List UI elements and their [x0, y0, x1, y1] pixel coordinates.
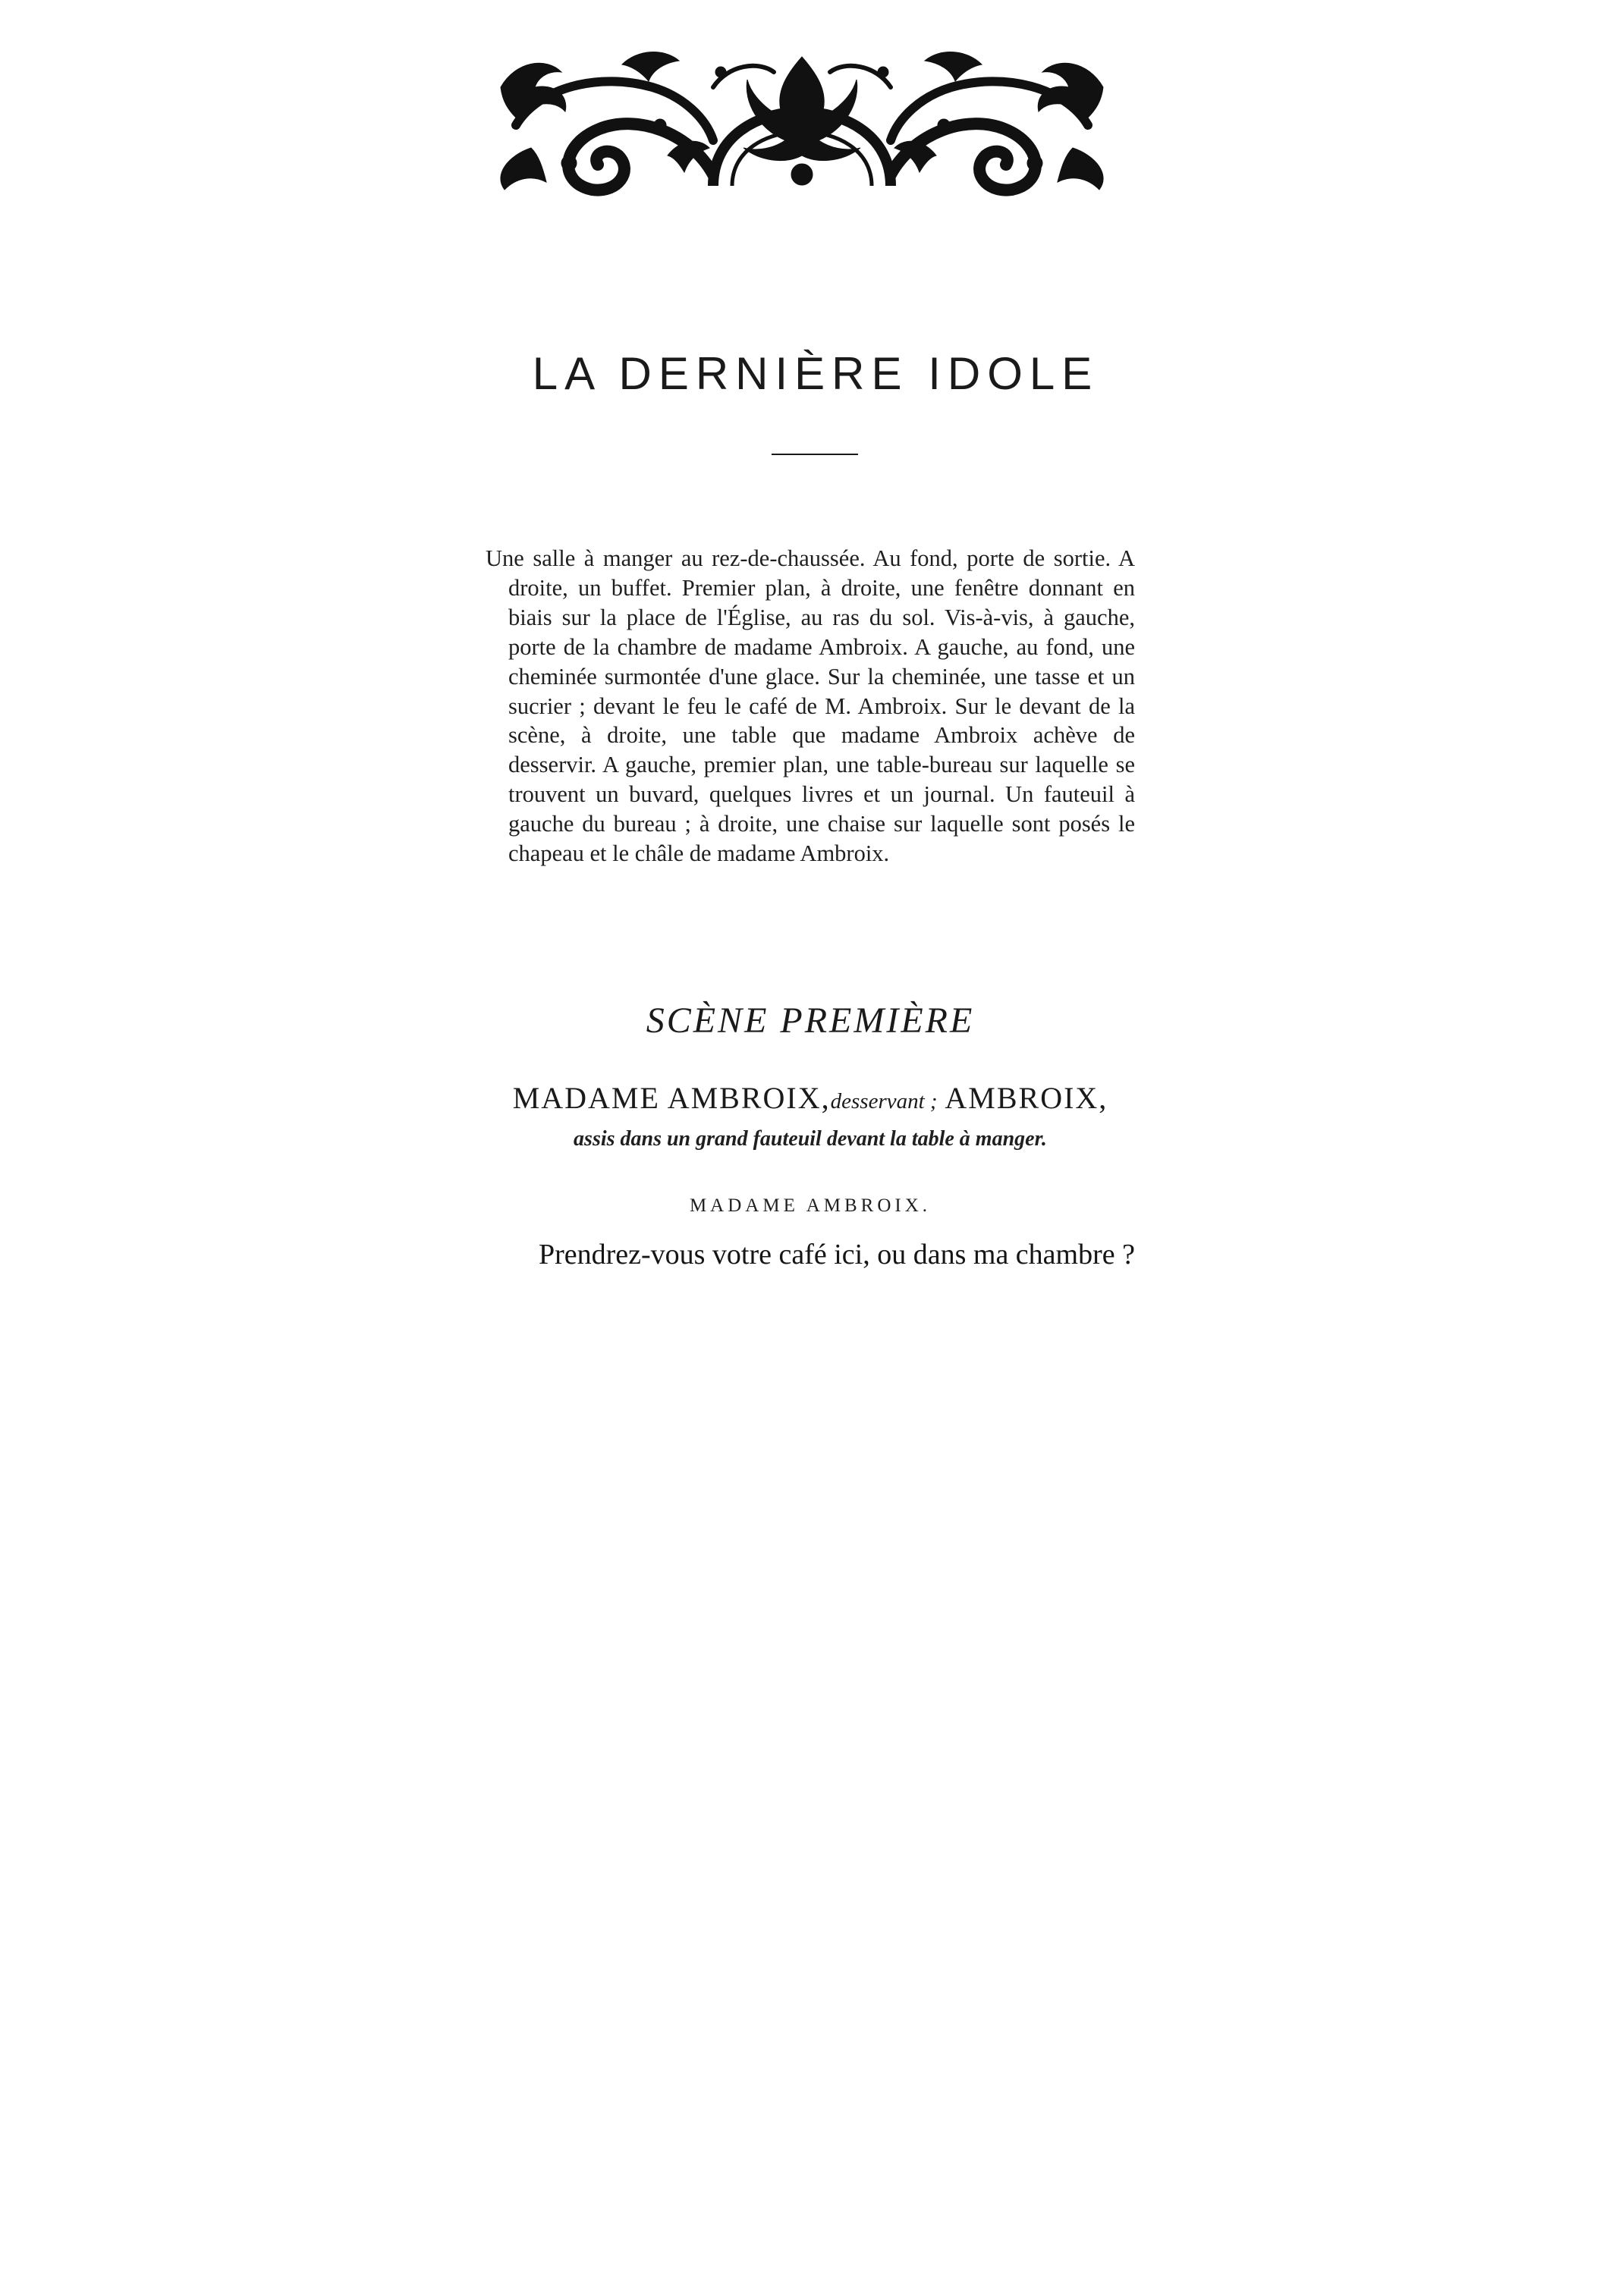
character-note: assis dans un grand fauteuil devant la table à manger. [574, 1127, 1047, 1151]
dialogue-line: Prendrez-vous votre café ici, ou dans ma chambre ? [538, 1239, 1135, 1270]
character-list [486, 1080, 1135, 1116]
scene-heading: SCÈNE PREMIÈRE [646, 1000, 975, 1041]
floral-ornament-icon [486, 42, 1119, 201]
play-title: LA DERNIÈRE IDOLE [532, 348, 1099, 399]
speaker-name: MADAME AMBROIX. [689, 1195, 932, 1216]
stage-direction [486, 544, 1135, 868]
title-divider [772, 454, 858, 455]
character-name: MADAME AMBROIX, [512, 1081, 831, 1115]
character-name: AMBROIX, [945, 1081, 1108, 1115]
character-note: desservant ; [830, 1089, 938, 1113]
stage-direction-text: Une salle à manger au rez-de-chaussée. Au fond, porte de sortie. A droite, un buffet. Premier plan, à droite, une fenêtre donnant en biais sur la place de l'Église, au ras du sol. Vis-à-vis, à gauche, porte de la chambre de madame Ambroix. A gauche, au fond, une cheminée surmontée d'une glace. Sur la cheminée, une tasse et un sucrier ; devant le feu le café de M. Ambroix. Sur le devant de la scène, à droite, une table que madame Ambroix achève de desservir. A gauche, premier plan, une table-bureau sur laquelle se trouvent un buvard, quelques livres et un journal. Un fauteuil à gauche du bureau ; à droite, une chaise sur laquelle sont posés le chapeau et le châle de madame Ambroix. [486, 545, 1135, 867]
